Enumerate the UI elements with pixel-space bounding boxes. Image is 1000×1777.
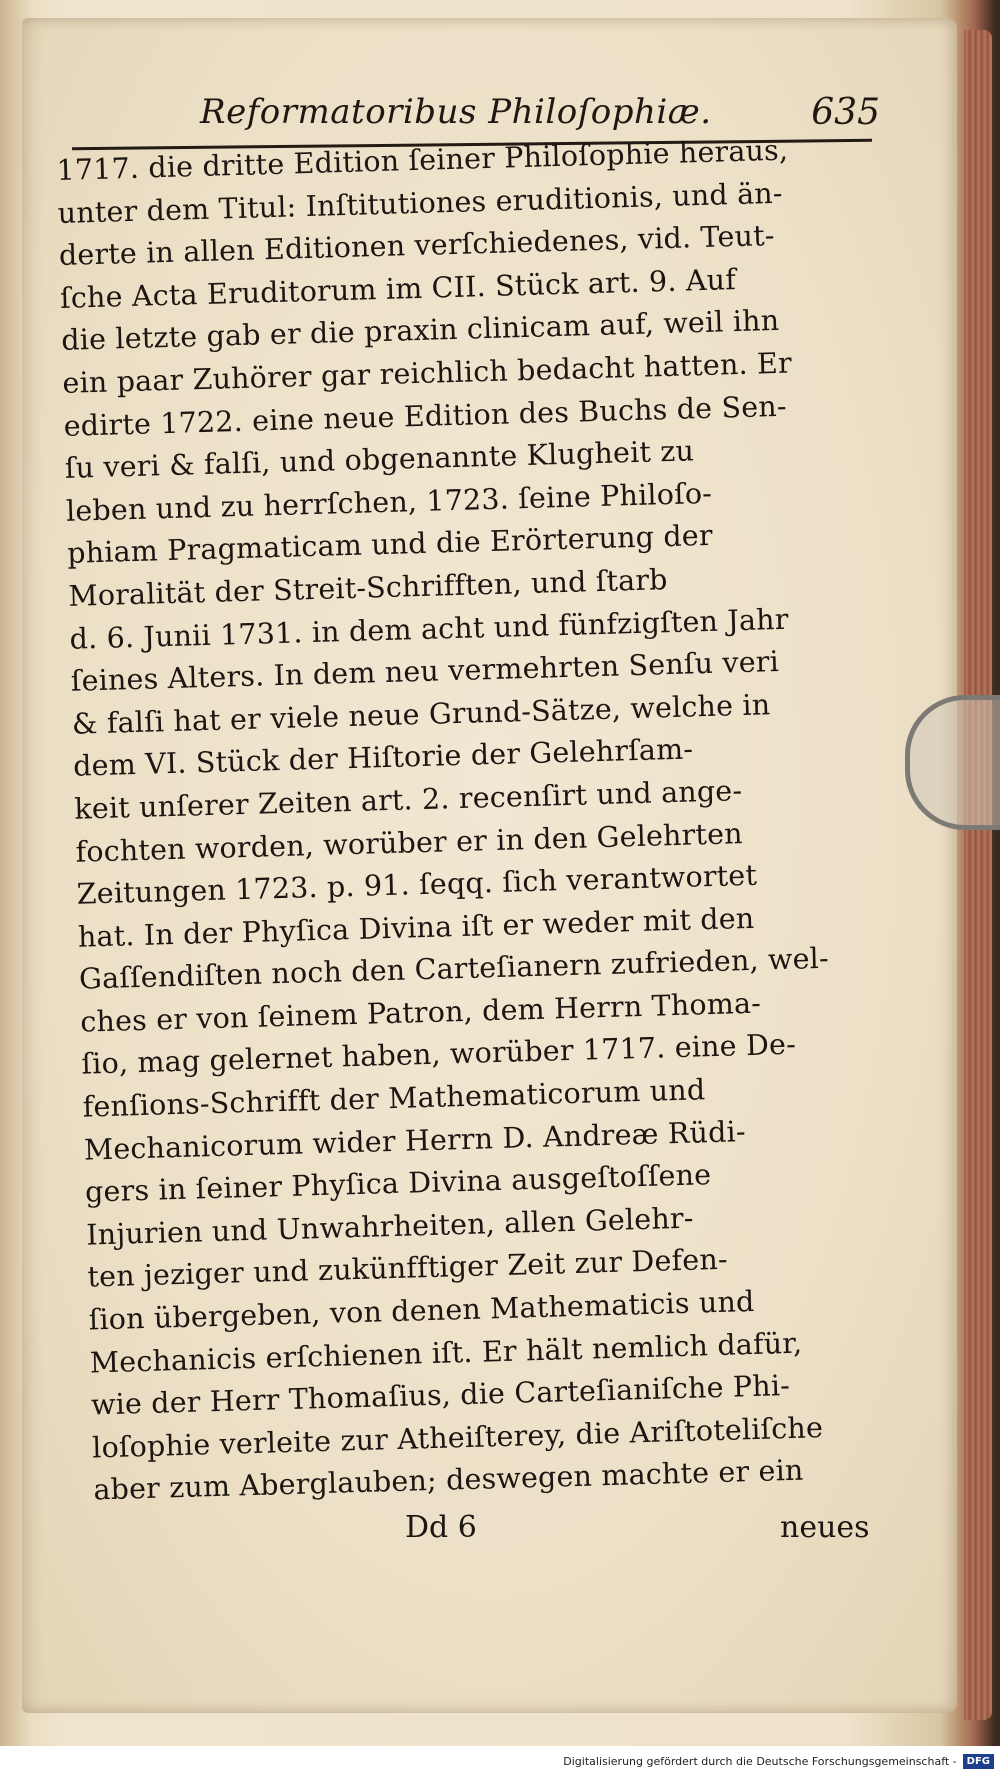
text-line: dem VI. Stück der Hiſtorie der Gelehrſam-: [72, 732, 694, 784]
digitization-credit: Digitalisierung gefördert durch die Deutsche Forschungsgemeinschaft -: [563, 1755, 957, 1768]
signature-mark: Dd 6: [405, 1510, 477, 1545]
text-line: gers in ſeiner Phyſica Divina ausgeſtoſſene: [84, 1158, 712, 1209]
text-line: die letzte gab er die praxin clinicam auf, weil ihn: [60, 304, 780, 358]
text-line: phiam Pragmaticam und die Erörterung der: [66, 519, 714, 571]
text-line: Mechanicis erſchienen iſt. Er hält nemlich dafür,: [89, 1326, 803, 1380]
text-line: hat. In der Phyſica Divina iſt er weder mit den: [77, 901, 755, 954]
dfg-logo: DFG: [963, 1754, 994, 1769]
text-line: ſion übergeben, von denen Mathematicis und: [88, 1284, 755, 1337]
running-title: Reformatoribus Philoſophiæ.: [200, 92, 712, 132]
text-line: Moralität der Streit-Schrifften, und ſtarb: [68, 563, 669, 613]
text-line: edirte 1722. eine neue Edition des Buchs de Sen-: [63, 389, 788, 443]
text-line: ſio, mag gelernet haben, worüber 1717. eine De-: [81, 1028, 797, 1082]
text-line: ten jeziger und zukünfftiger Zeit zur Defen-: [87, 1243, 729, 1294]
text-line: leben und zu herrſchen, 1723. ſeine Philoſo-: [65, 476, 713, 528]
page-number: 635: [811, 91, 880, 133]
text-line: aber zum Aberglauben; deswegen machte er ein: [92, 1454, 804, 1507]
text-line: Mechanicorum wider Herrn D. Andreæ Rüdi-: [83, 1114, 747, 1167]
text-line: Zeitungen 1723. p. 91. ſeqq. ſich verantwortet: [76, 858, 758, 911]
text-line: ſu veri & falſi, und obgenannte Klugheit zu: [64, 434, 695, 486]
text-line: d. 6. Junii 1731. in dem acht und fünfzigſten Jahr: [69, 602, 789, 656]
text-line: Injurien und Unwahrheiten, allen Gelehr-: [85, 1201, 694, 1252]
text-line: Gaſſendiſten noch den Carteſianern zufrieden, wel-: [78, 942, 830, 996]
body-text: [56, 127, 904, 1512]
text-line: ſche Acta Eruditorum im CII. Stück art. 9. Auf: [59, 262, 737, 315]
text-line: ein paar Zuhörer gar reichlich bedacht hatten. Er: [62, 346, 793, 400]
catchword: neues: [780, 1510, 870, 1545]
text-line: ches er von ſeinem Patron, dem Herrn Thoma-: [79, 986, 762, 1039]
text-line: 1717. die dritte Edition ſeiner Philoſophie heraus,: [56, 133, 789, 187]
text-line: & falſi hat er viele neue Grund-Sätze, welche in: [71, 687, 771, 741]
text-line: fochten worden, worüber er in den Gelehrten: [75, 816, 744, 869]
text-line: ſeines Alters. In dem neu vermehrten Senſu veri: [70, 645, 780, 698]
text-line: fenſions-Schrifft der Mathematicorum und: [82, 1073, 706, 1124]
page-fore-edge: [964, 30, 992, 1720]
text-line: unter dem Titul: Inſtitutiones eruditionis, und än-: [57, 176, 784, 230]
page-clip: [905, 695, 1000, 830]
text-line: keit unſerer Zeiten art. 2. recenſirt und ange-: [73, 774, 743, 826]
text-line: derte in allen Editionen verſchiedenes, vid. Teut-: [58, 219, 776, 273]
text-line: wie der Herr Thomaſius, die Carteſianiſche Phi-: [90, 1369, 791, 1422]
text-line: loſophie verleite zur Atheiſterey, die Ariſtoteliſche: [91, 1410, 824, 1465]
footer-strip: [0, 1746, 1000, 1777]
